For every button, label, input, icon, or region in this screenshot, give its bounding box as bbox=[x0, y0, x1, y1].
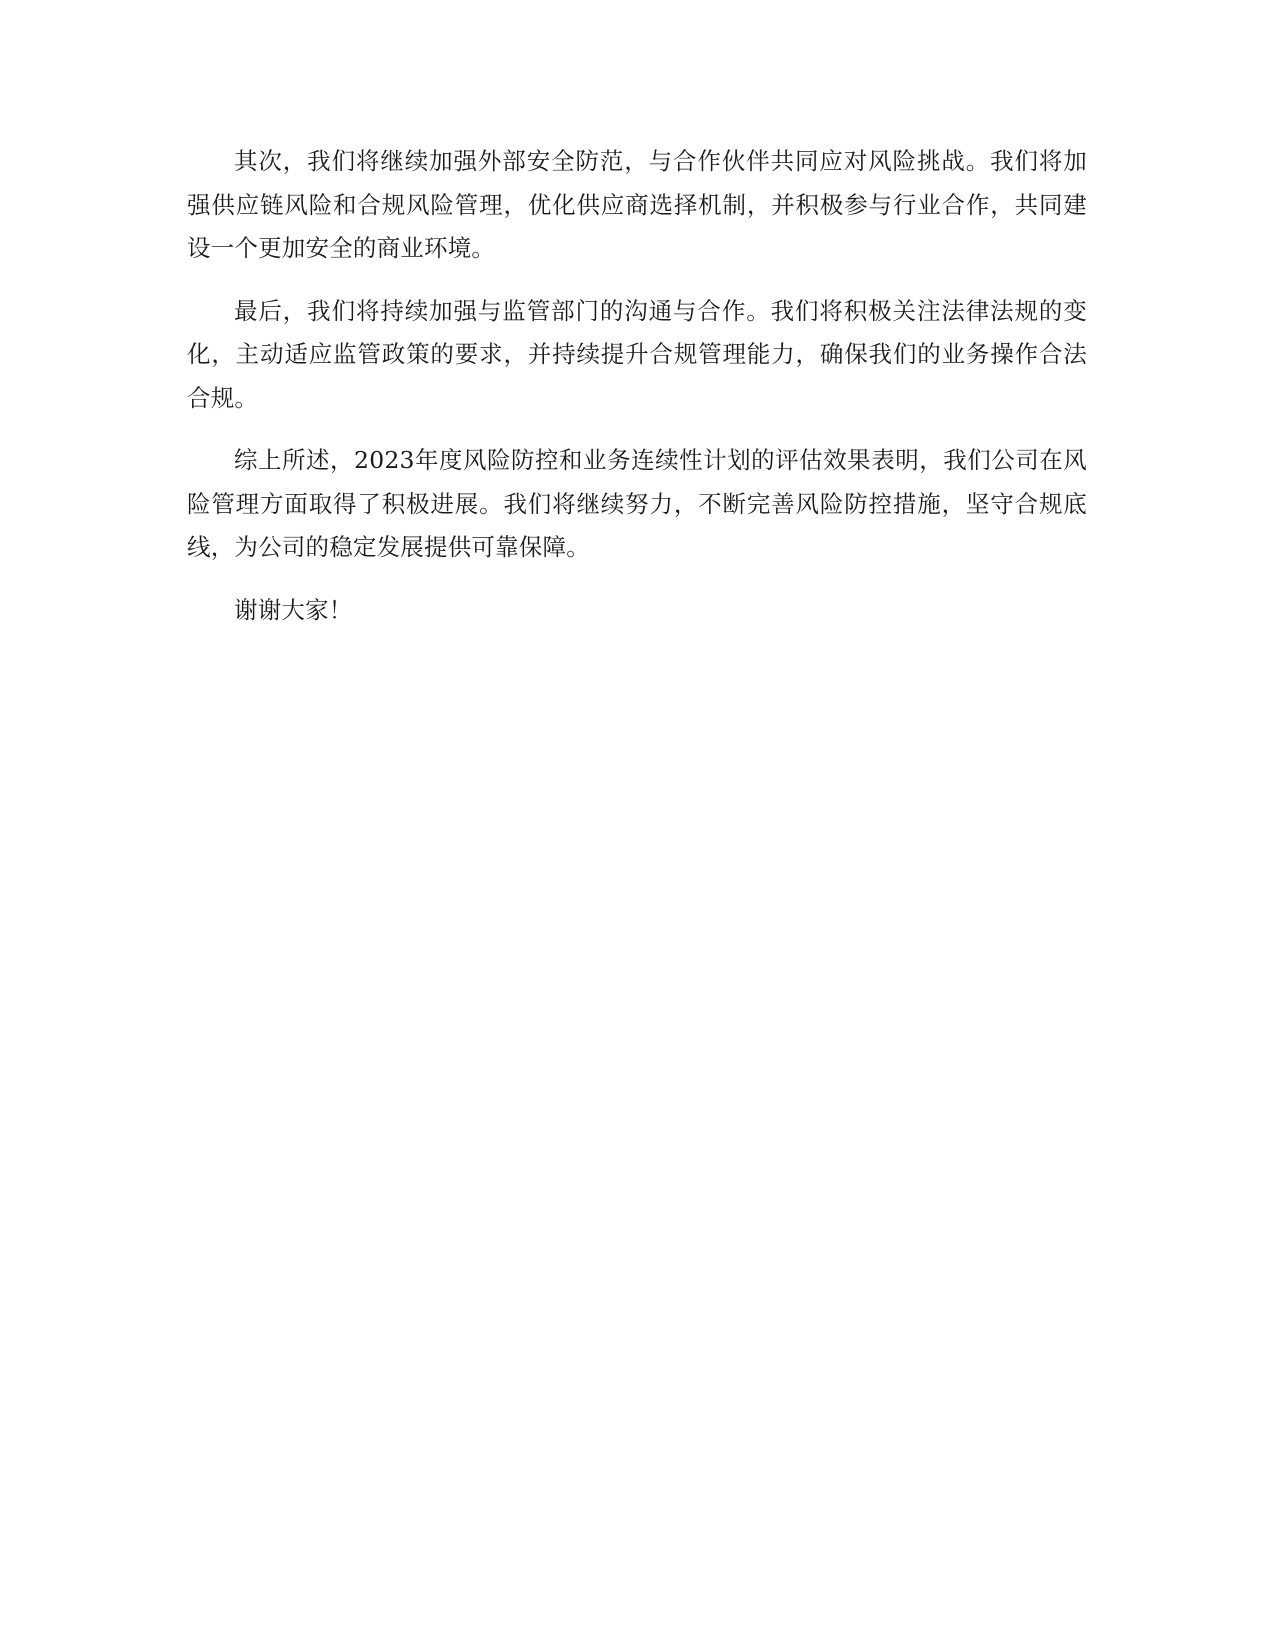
document-body bbox=[187, 140, 1087, 651]
paragraph-external-security: 其次，我们将继续加强外部安全防范，与合作伙伴共同应对风险挑战。我们将加强供应链风险和合规风险管理，优化供应商选择机制，并积极参与行业合作，共同建设一个更加安全的商业环境。 bbox=[187, 147, 1087, 262]
paragraph-thanks: 谢谢大家！ bbox=[234, 595, 353, 624]
paragraph-regulatory-communication: 最后，我们将持续加强与监管部门的沟通与合作。我们将积极关注法律法规的变化，主动适应监管政策的要求，并持续提升合规管理能力，确保我们的业务操作合法合规。 bbox=[187, 296, 1087, 412]
paragraph-summary: 综上所述，2023年度风险防控和业务连续性计划的评估效果表明，我们公司在风险管理方面取得了积极进展。我们将继续努力，不断完善风险防控措施，坚守合规底线，为公司的稳定发展提供可靠保障。 bbox=[187, 446, 1087, 561]
